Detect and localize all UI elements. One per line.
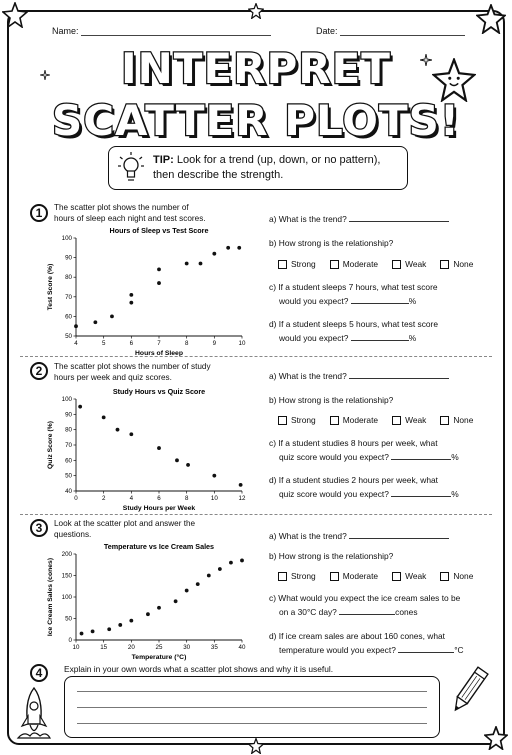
question-strength: b) How strong is the relationship? (269, 551, 394, 561)
y-tick-label: 40 (65, 488, 72, 495)
data-point (157, 446, 161, 450)
checkbox[interactable] (392, 260, 401, 269)
x-axis-label: Temperature (°C) (131, 654, 187, 661)
question-d[interactable]: d) If ice cream sales are about 160 cones, what temperature would you expect? °C (269, 631, 464, 655)
data-point (157, 267, 161, 271)
tip-label: TIP: (153, 154, 174, 166)
option-weak[interactable]: Weak (392, 415, 426, 425)
star-icon (248, 3, 264, 19)
data-point (157, 281, 161, 285)
data-point (218, 567, 222, 571)
section-number: 3 (30, 519, 48, 537)
x-tick-label: 0 (74, 495, 78, 502)
question-strength: b) How strong is the relationship? (269, 395, 394, 405)
question-trend[interactable]: a) What is the trend? (269, 529, 497, 543)
x-tick-label: 5 (101, 340, 106, 347)
data-point (207, 574, 211, 578)
name-label: Name: (52, 26, 79, 36)
data-point (118, 623, 122, 627)
option-moderate[interactable]: Moderate (330, 415, 378, 425)
checkbox[interactable] (440, 260, 449, 269)
section-intro: The scatter plot shows the number of study hours per week and quiz scores. (54, 362, 211, 382)
data-point (129, 619, 133, 623)
x-tick-label: 4 (74, 340, 78, 347)
strength-options (278, 571, 473, 581)
data-point (212, 474, 216, 478)
date-label: Date: (316, 26, 338, 36)
section-intro: Explain in your own words what a scatter plot shows and why it is useful. (64, 664, 334, 674)
checkbox[interactable] (392, 572, 401, 581)
x-tick-label: 35 (210, 644, 218, 651)
y-tick-label: 0 (68, 637, 72, 644)
data-point (175, 458, 179, 462)
y-axis-label: Test Score (%) (47, 263, 54, 311)
data-point (110, 315, 114, 319)
data-point (93, 320, 97, 324)
x-tick-label: 6 (129, 340, 134, 347)
star-icon (2, 2, 28, 28)
y-tick-label: 70 (65, 442, 72, 449)
y-tick-label: 50 (65, 333, 72, 340)
y-tick-label: 90 (65, 254, 72, 262)
section-number: 2 (30, 362, 48, 380)
data-point (129, 301, 133, 305)
checkbox[interactable] (330, 260, 339, 269)
star-icon (476, 4, 506, 34)
section-intro: The scatter plot shows the number of hours of sleep each night and test scores. (54, 203, 206, 223)
data-point (174, 599, 178, 603)
data-point (157, 606, 161, 610)
tip-box (108, 146, 408, 190)
rocket-icon (14, 684, 54, 744)
data-point (185, 589, 189, 593)
scatter-chart-study (44, 385, 254, 513)
question-d[interactable]: d) If a student sleeps 5 hours, what test score would you expect? % (269, 319, 438, 343)
star-icon (248, 738, 264, 754)
question-strength: b) How strong is the relationship? (269, 238, 394, 248)
chart-title: Study Hours vs Quiz Score (112, 387, 206, 396)
x-tick-label: 2 (101, 495, 106, 502)
writing-line (77, 691, 427, 692)
y-tick-label: 60 (65, 457, 72, 465)
section-divider (20, 514, 492, 515)
question-c[interactable]: c) If a student studies 8 hours per week, what quiz score would you expect? % (269, 438, 459, 462)
x-tick-label: 10 (238, 340, 246, 347)
data-point (102, 416, 106, 420)
strength-options (278, 259, 473, 269)
question-trend[interactable]: a) What is the trend? (269, 212, 497, 226)
pencil-icon (442, 662, 494, 722)
option-weak[interactable]: Weak (392, 259, 426, 269)
x-tick-label: 7 (157, 340, 161, 347)
y-tick-label: 200 (61, 551, 72, 558)
data-point (237, 246, 241, 250)
y-tick-label: 150 (61, 572, 72, 580)
tip-text: Look for a trend (up, down, or no pattern), then describe the strength. (153, 154, 381, 181)
chart-title: Hours of Sleep vs Test Score (109, 226, 209, 235)
checkbox[interactable] (278, 416, 287, 425)
x-tick-label: 10 (210, 495, 218, 502)
option-weak[interactable]: Weak (392, 571, 426, 581)
y-axis-label: Quiz Score (%) (47, 421, 54, 469)
strength-options (278, 415, 473, 425)
x-tick-label: 20 (127, 644, 135, 651)
scatter-chart-icecream (44, 540, 254, 662)
option-none[interactable]: None (440, 571, 473, 581)
question-c[interactable]: c) If a student sleeps 7 hours, what test score would you expect? % (269, 282, 438, 306)
question-trend[interactable]: a) What is the trend? (269, 369, 497, 383)
lightbulb-icon (117, 151, 145, 185)
y-tick-label: 100 (61, 594, 72, 601)
section-number: 1 (30, 204, 48, 222)
data-point (229, 561, 233, 565)
y-tick-label: 50 (65, 472, 72, 480)
chart-title: Temperature vs Ice Cream Sales (103, 542, 215, 551)
checkbox[interactable] (392, 416, 401, 425)
checkbox[interactable] (278, 260, 287, 269)
checkbox[interactable] (278, 572, 287, 581)
option-none[interactable]: None (440, 259, 473, 269)
option-strong[interactable]: Strong (278, 259, 316, 269)
data-point (199, 262, 203, 266)
writing-line (77, 723, 427, 724)
y-tick-label: 100 (61, 235, 72, 242)
y-axis-label: Ice Cream Sales (cones) (47, 557, 54, 637)
data-point (91, 630, 95, 634)
data-point (196, 582, 200, 586)
y-tick-label: 70 (65, 293, 72, 301)
answer-box[interactable] (64, 676, 440, 738)
scatter-chart-sleep (44, 224, 254, 358)
data-point (74, 324, 78, 328)
question-d[interactable]: d) If a student studies 2 hours per week, what quiz score would you expect? % (269, 475, 459, 499)
checkbox[interactable] (440, 572, 449, 581)
data-point (129, 293, 133, 297)
checkbox[interactable] (330, 572, 339, 581)
option-moderate[interactable]: Moderate (330, 571, 378, 581)
option-moderate[interactable]: Moderate (330, 259, 378, 269)
data-point (129, 432, 133, 436)
y-tick-label: 90 (65, 411, 72, 419)
data-point (107, 627, 111, 631)
data-point (185, 262, 189, 266)
page-title-line2: SCATTER PLOTS! (51, 96, 461, 145)
option-strong[interactable]: Strong (278, 415, 316, 425)
x-tick-label: 10 (72, 644, 80, 651)
x-axis-label: Hours of Sleep (135, 350, 183, 357)
data-point (116, 428, 120, 432)
star-icon (484, 726, 508, 750)
page-title-line1: INTERPRET (121, 44, 391, 93)
writing-line (77, 707, 427, 708)
x-tick-label: 40 (238, 644, 246, 651)
checkbox[interactable] (440, 416, 449, 425)
x-tick-label: 4 (129, 495, 134, 502)
data-point (78, 405, 82, 409)
data-point (186, 463, 190, 467)
x-axis-label: Study Hours per Week (122, 505, 196, 512)
y-tick-label: 80 (65, 426, 72, 434)
section-number: 4 (30, 664, 48, 682)
data-point (240, 559, 244, 563)
name-field[interactable] (52, 26, 271, 36)
x-tick-label: 15 (100, 644, 108, 651)
checkbox[interactable] (330, 416, 339, 425)
data-point (226, 246, 230, 250)
data-point (212, 252, 216, 256)
y-tick-label: 50 (65, 615, 72, 623)
section-intro: Look at the scatter plot and answer the questions. (54, 519, 196, 539)
data-point (80, 632, 84, 636)
data-point (146, 612, 150, 616)
x-tick-label: 8 (184, 495, 189, 502)
y-tick-label: 100 (61, 396, 72, 403)
section-divider (20, 356, 492, 357)
x-tick-label: 30 (183, 644, 191, 651)
x-tick-label: 9 (212, 340, 217, 347)
x-tick-label: 8 (184, 340, 189, 347)
x-tick-label: 6 (157, 495, 161, 502)
data-point (239, 483, 243, 487)
question-c[interactable]: c) What would you expect the ice cream sales to be on a 30°C day? cones (269, 593, 461, 617)
y-tick-label: 80 (65, 274, 72, 282)
option-none[interactable]: None (440, 415, 473, 425)
y-tick-label: 60 (65, 313, 72, 321)
x-tick-label: 12 (238, 495, 246, 502)
x-tick-label: 25 (155, 644, 163, 651)
option-strong[interactable]: Strong (278, 571, 316, 581)
date-field[interactable] (316, 26, 465, 36)
